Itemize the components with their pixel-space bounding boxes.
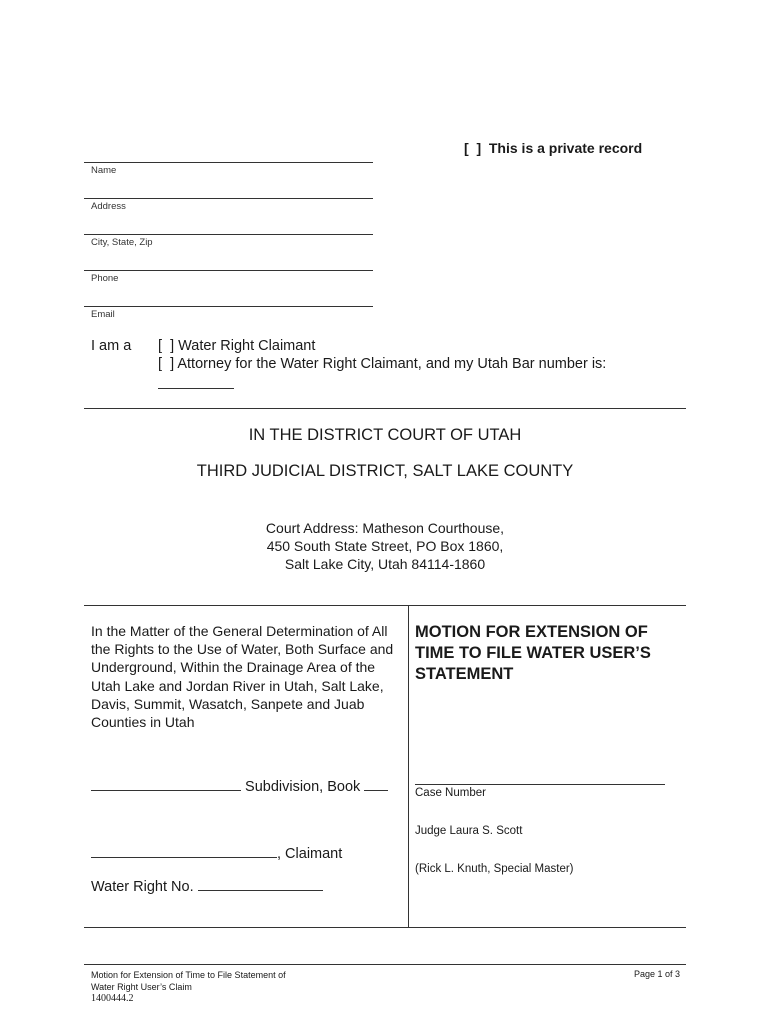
address-label: Address: [91, 201, 126, 212]
court-title: IN THE DISTRICT COURT OF UTAH: [248, 426, 522, 444]
caption-bottom-border: [84, 927, 686, 928]
subdivision-blank[interactable]: [91, 778, 241, 791]
footer-line2: Water Right User’s Claim: [91, 982, 192, 992]
attorney-checkbox[interactable]: [ ] Attorney for the Water Right Claimant, and my Utah Bar number is:: [158, 356, 607, 372]
name-label: Name: [91, 165, 117, 176]
footer-divider: [84, 964, 686, 965]
iam-label: I am a: [91, 338, 132, 354]
subdivision-field[interactable]: [91, 778, 388, 795]
book-blank[interactable]: [364, 778, 388, 791]
water-right-field[interactable]: [91, 878, 323, 895]
caption-top-border: [84, 605, 686, 606]
footer-line1: Motion for Extension of Time to File Statement of: [91, 970, 286, 980]
subdivision-label: Subdivision, Book: [241, 779, 365, 795]
motion-title: MOTION FOR EXTENSION OF TIME TO FILE WATER USER’S STATEMENT: [415, 623, 651, 683]
claimant-blank[interactable]: [91, 845, 277, 858]
court-district: THIRD JUDICIAL DISTRICT, SALT LAKE COUNTY: [196, 462, 574, 480]
claimant-field[interactable]: [91, 845, 342, 862]
water-right-label: Water Right No.: [91, 879, 198, 895]
city-state-zip-label: City, State, Zip: [91, 237, 153, 248]
phone-label: Phone: [91, 273, 119, 284]
court-address-line2: 450 South State Street, PO Box 1860,: [266, 538, 504, 554]
private-record-checkbox[interactable]: [ ] This is a private record: [464, 140, 643, 156]
judge-name: Judge Laura S. Scott: [415, 825, 523, 837]
case-number-label: Case Number: [415, 787, 486, 799]
name-line[interactable]: [84, 162, 373, 163]
court-address-line3: Salt Lake City, Utah 84114-1860: [284, 556, 486, 572]
email-label: Email: [91, 309, 115, 320]
address-line[interactable]: [84, 198, 373, 199]
phone-line[interactable]: [84, 270, 373, 271]
city-state-zip-line[interactable]: [84, 234, 373, 235]
special-master: (Rick L. Knuth, Special Master): [415, 863, 574, 875]
footer-form-number: 1400444.2: [91, 993, 134, 1004]
footer-page-number: Page 1 of 3: [633, 969, 680, 979]
matter-text: In the Matter of the General Determination of All the Rights to the Use of Water, Both Surface and Underground, Within the Drainage Area of the Utah Lake and Jordan River in Utah, Salt Lake, Davis, Summit, Wasatch, Sanpete and Juab Counties in Utah: [91, 623, 394, 731]
section-divider: [84, 408, 686, 409]
water-right-claimant-checkbox[interactable]: [ ] Water Right Claimant: [158, 338, 316, 354]
bar-number-line[interactable]: [158, 388, 234, 389]
footer-form-title: [91, 969, 286, 1005]
court-address-line1: Court Address: Matheson Courthouse,: [265, 520, 505, 536]
claimant-label: , Claimant: [277, 846, 343, 862]
email-line[interactable]: [84, 306, 373, 307]
caption-divider: [408, 605, 409, 927]
water-right-blank[interactable]: [198, 878, 323, 891]
case-number-line[interactable]: [415, 784, 665, 785]
